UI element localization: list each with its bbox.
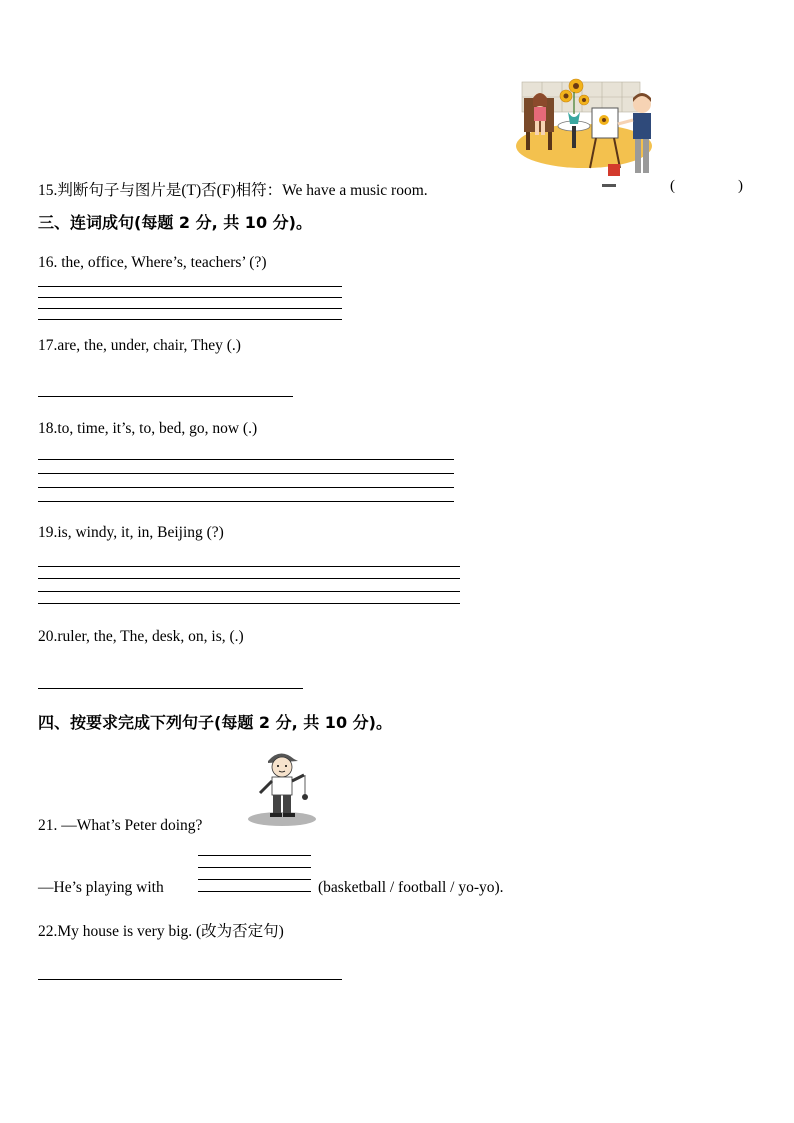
q15-paren-close: )	[738, 178, 743, 194]
answer-line[interactable]	[198, 891, 311, 892]
answer-line[interactable]	[38, 566, 460, 567]
q22-text: 22.My house is very big. (改为否定句)	[38, 923, 284, 940]
answer-line[interactable]	[38, 501, 454, 502]
answer-line[interactable]	[38, 308, 342, 309]
q22-answer-line[interactable]	[38, 979, 342, 980]
section-4-title: 四、按要求完成下列句子(每题 2 分, 共 10 分)。	[38, 713, 392, 732]
music-room-illustration	[514, 76, 662, 194]
q20-text: 20.ruler, the, The, desk, on, is, (.)	[38, 628, 244, 645]
q21-options: (basketball / football / yo-yo).	[318, 879, 504, 896]
q19-text: 19.is, windy, it, in, Beijing (?)	[38, 524, 224, 541]
answer-line[interactable]	[38, 591, 460, 592]
section-3-title: 三、连词成句(每题 2 分, 共 10 分)。	[38, 213, 312, 232]
answer-line[interactable]	[38, 319, 342, 320]
q15-text: 15.判断句子与图片是(T)否(F)相符：We have a music room.	[38, 182, 428, 199]
q17-answer-line[interactable]	[38, 396, 293, 397]
answer-line[interactable]	[38, 487, 454, 488]
q16-text: 16. the, office, Where’s, teachers’ (?)	[38, 254, 267, 271]
q17-text: 17.are, the, under, chair, They (.)	[38, 337, 241, 354]
answer-line[interactable]	[38, 297, 342, 298]
answer-line[interactable]	[198, 855, 311, 856]
answer-line[interactable]	[198, 879, 311, 880]
q21-question: 21. —What’s Peter doing?	[38, 817, 203, 834]
q15-paren-open: (	[670, 178, 675, 194]
boy-with-yoyo-illustration	[246, 747, 318, 829]
q18-text: 18.to, time, it’s, to, bed, go, now (.)	[38, 420, 258, 437]
answer-line[interactable]	[38, 603, 460, 604]
answer-line[interactable]	[38, 459, 454, 460]
answer-line[interactable]	[38, 578, 460, 579]
q21-answer-prefix: —He’s playing with	[38, 879, 164, 896]
answer-line[interactable]	[38, 286, 342, 287]
q20-answer-line[interactable]	[38, 688, 303, 689]
answer-line[interactable]	[38, 473, 454, 474]
answer-line[interactable]	[198, 867, 311, 868]
